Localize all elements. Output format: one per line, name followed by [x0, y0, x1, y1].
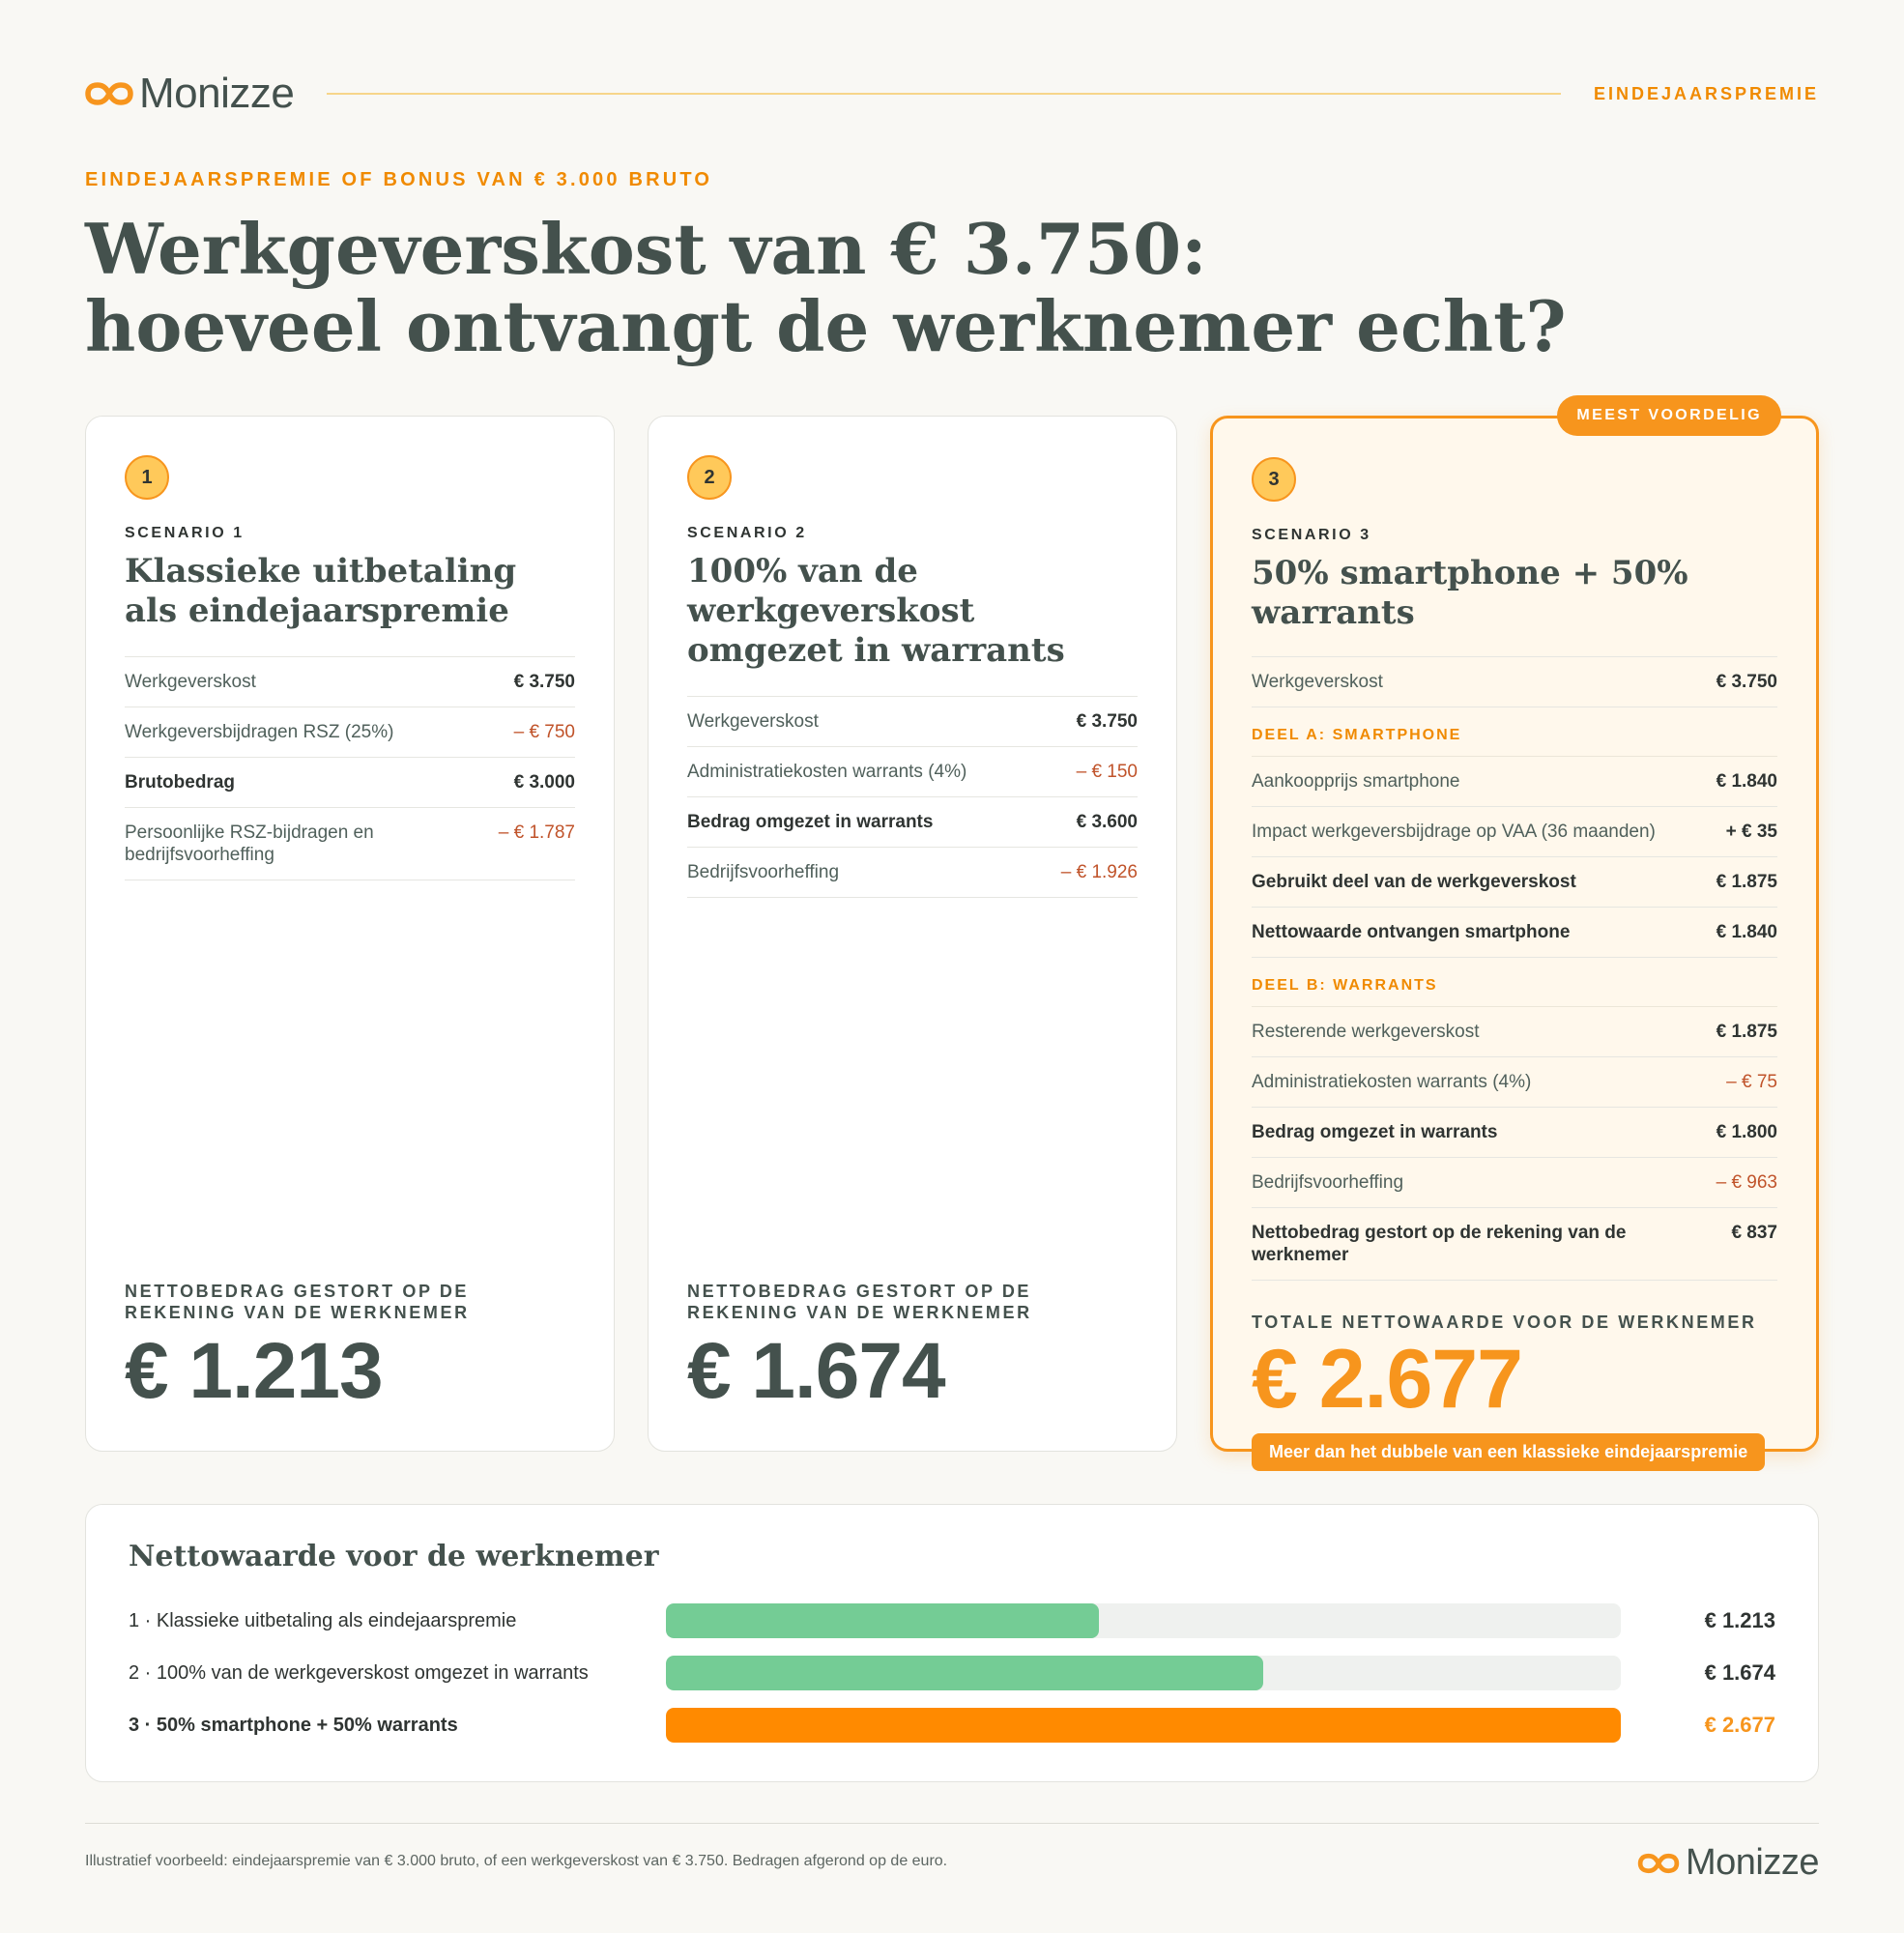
brand-name: Monizze: [139, 70, 295, 117]
header-tag: EINDEJAARSPREMIE: [1593, 83, 1819, 103]
net-amount-block: [1252, 1312, 1777, 1471]
net-value-comparison: [85, 1504, 1819, 1782]
brand-name: Monizze: [1686, 1842, 1819, 1883]
scenario-card-2: [648, 416, 1177, 1452]
row-label: Impact werkgeversbijdrage op VAA (36 maanden): [1252, 822, 1656, 842]
cost-breakdown: [125, 656, 575, 880]
bar-track: [666, 1708, 1621, 1743]
net-value: € 1.213: [125, 1327, 383, 1415]
row-value: € 1.875: [1716, 872, 1777, 892]
row-value: € 3.750: [1076, 711, 1138, 732]
infinity-logo-icon: [85, 80, 133, 107]
footer-divider: [85, 1823, 1819, 1824]
comparison-row: [129, 1708, 1775, 1743]
net-amount-block: [687, 1281, 1138, 1420]
scenario-label: SCENARIO 3: [1252, 527, 1371, 543]
scenario-title: 50% smartphone + 50% warrants: [1252, 554, 1688, 632]
row-value: – € 750: [513, 722, 575, 742]
row-value: € 1.800: [1716, 1122, 1777, 1142]
net-amount-block: [125, 1281, 575, 1420]
row-label: Werkgeverskost: [125, 672, 256, 692]
net-value: € 2.677: [1252, 1333, 1522, 1426]
row-value: € 3.000: [513, 772, 575, 793]
row-label: Werkgeversbijdragen RSZ (25%): [125, 722, 394, 742]
brand-logo[interactable]: [85, 70, 294, 118]
breakdown-row: [125, 758, 575, 808]
footnote: Illustratief voorbeeld: eindejaarspremie van € 3.000 bruto, of een werkgeverskost van € 3.750. Bedragen afgerond op de euro.: [85, 1853, 948, 1869]
row-label: Administratiekosten warrants (4%): [687, 762, 967, 782]
breakdown-row: [1252, 657, 1777, 707]
breakdown-row: [1252, 807, 1777, 857]
cost-breakdown: [1252, 656, 1777, 1281]
row-label: Nettobedrag gestort op de rekening van de werknemer: [1252, 1223, 1627, 1265]
breakdown-row: [1252, 1057, 1777, 1108]
breakdown-row: [687, 797, 1138, 848]
breakdown-row: [687, 848, 1138, 898]
row-value: € 1.840: [1716, 922, 1777, 942]
footer-logo[interactable]: [1637, 1842, 1819, 1884]
breakdown-row: [1252, 757, 1777, 807]
header-divider: [327, 93, 1561, 95]
comparison-row: [129, 1603, 1775, 1638]
bar-track: [666, 1656, 1621, 1690]
title-line-1: Werkgeverskost van € 3.750:: [85, 208, 1207, 290]
scenario-label: SCENARIO 2: [687, 525, 807, 541]
comparison-value: € 2.677: [1704, 1713, 1775, 1737]
row-value: + € 35: [1725, 822, 1777, 842]
breakdown-row: [1252, 1007, 1777, 1057]
net-label: NETTOBEDRAG GESTORT OP DE REKENING VAN DE WERKNEMER: [687, 1282, 1032, 1322]
row-value: – € 150: [1076, 762, 1138, 782]
scenario-label: SCENARIO 1: [125, 525, 245, 541]
eyebrow: EINDEJAARSPREMIE OF BONUS VAN € 3.000 BRUTO: [85, 169, 713, 190]
row-value: – € 75: [1726, 1072, 1777, 1092]
breakdown-row: [1252, 857, 1777, 908]
row-value: – € 963: [1716, 1172, 1777, 1193]
scenario-number-badge: 1: [125, 455, 169, 500]
row-label: Aankoopprijs smartphone: [1252, 771, 1460, 792]
row-value: € 1.840: [1716, 771, 1777, 792]
comparison-value: € 1.213: [1704, 1608, 1775, 1632]
row-value: € 1.875: [1716, 1022, 1777, 1042]
comparison-label: 2 · 100% van de werkgeverskost omgezet in warrants: [129, 1661, 589, 1684]
highlight-pill: Meer dan het dubbele van een klassieke eindejaarspremie: [1252, 1433, 1765, 1471]
comparison-label: 1 · Klassieke uitbetaling als eindejaarspremie: [129, 1609, 517, 1631]
net-value: € 1.674: [687, 1327, 945, 1415]
row-label: Administratiekosten warrants (4%): [1252, 1072, 1532, 1092]
breakdown-row: [1252, 1208, 1777, 1281]
scenario-card-1: [85, 416, 615, 1452]
scenario-number-badge: 3: [1252, 457, 1296, 502]
comparison-title: Nettowaarde voor de werknemer: [129, 1540, 659, 1573]
row-value: – € 1.787: [498, 822, 575, 843]
comparison-label: 3 · 50% smartphone + 50% warrants: [129, 1714, 458, 1736]
scenario-title: 100% van de werkgeverskost omgezet in warrants: [687, 552, 1065, 670]
scenario-title: Klassieke uitbetaling als eindejaarspremie: [125, 552, 517, 630]
scenario-card-3: [1210, 407, 1819, 1461]
row-value: € 3.750: [513, 672, 575, 692]
breakdown-row: [125, 657, 575, 707]
comparison-value: € 1.674: [1704, 1660, 1775, 1685]
row-value: € 837: [1731, 1223, 1777, 1243]
breakdown-row: [1252, 1108, 1777, 1158]
breakdown-row: [1252, 1158, 1777, 1208]
row-value: € 3.600: [1076, 812, 1138, 832]
scenario-number-badge: 2: [687, 455, 732, 500]
breakdown-row: [687, 697, 1138, 747]
row-label: Bedrag omgezet in warrants: [687, 812, 934, 832]
row-label: Gebruikt deel van de werkgeverskost: [1252, 872, 1576, 892]
comparison-row: [129, 1656, 1775, 1690]
page-title: [85, 208, 1631, 367]
row-label: Resterende werkgeverskost: [1252, 1022, 1480, 1042]
row-label: Bedrag omgezet in warrants: [1252, 1122, 1498, 1142]
bar-track: [666, 1603, 1621, 1638]
breakdown-row: [125, 808, 575, 880]
row-label: Persoonlijke RSZ-bijdragen en bedrijfsvoorheffing: [125, 822, 374, 865]
row-label: Werkgeverskost: [687, 711, 819, 732]
infinity-logo-icon: [1637, 1852, 1680, 1875]
net-label: TOTALE NETTOWAARDE VOOR DE WERKNEMER: [1252, 1313, 1757, 1332]
row-label: Bedrijfsvoorheffing: [1252, 1172, 1404, 1193]
row-label: Nettowaarde ontvangen smartphone: [1252, 922, 1571, 942]
title-line-2: hoeveel ontvangt de werknemer echt?: [85, 285, 1567, 367]
bar-fill: [666, 1656, 1263, 1690]
most-advantageous-badge: MEEST VOORDELIG: [1557, 395, 1781, 436]
bar-fill: [666, 1603, 1099, 1638]
breakdown-row: [687, 747, 1138, 797]
row-label: Brutobedrag: [125, 772, 235, 793]
cost-breakdown: [687, 696, 1138, 898]
row-value: € 3.750: [1716, 672, 1777, 692]
bar-fill: [666, 1708, 1621, 1743]
row-label: Bedrijfsvoorheffing: [687, 862, 840, 882]
row-label: Werkgeverskost: [1252, 672, 1383, 692]
row-value: – € 1.926: [1060, 862, 1138, 882]
breakdown-row: [125, 707, 575, 758]
section-label-warrants: DEEL B: WARRANTS: [1252, 958, 1777, 1007]
net-label: NETTOBEDRAG GESTORT OP DE REKENING VAN DE WERKNEMER: [125, 1282, 470, 1322]
breakdown-row: [1252, 908, 1777, 958]
section-label-smartphone: DEEL A: SMARTPHONE: [1252, 707, 1777, 757]
page-header: [85, 68, 1819, 120]
